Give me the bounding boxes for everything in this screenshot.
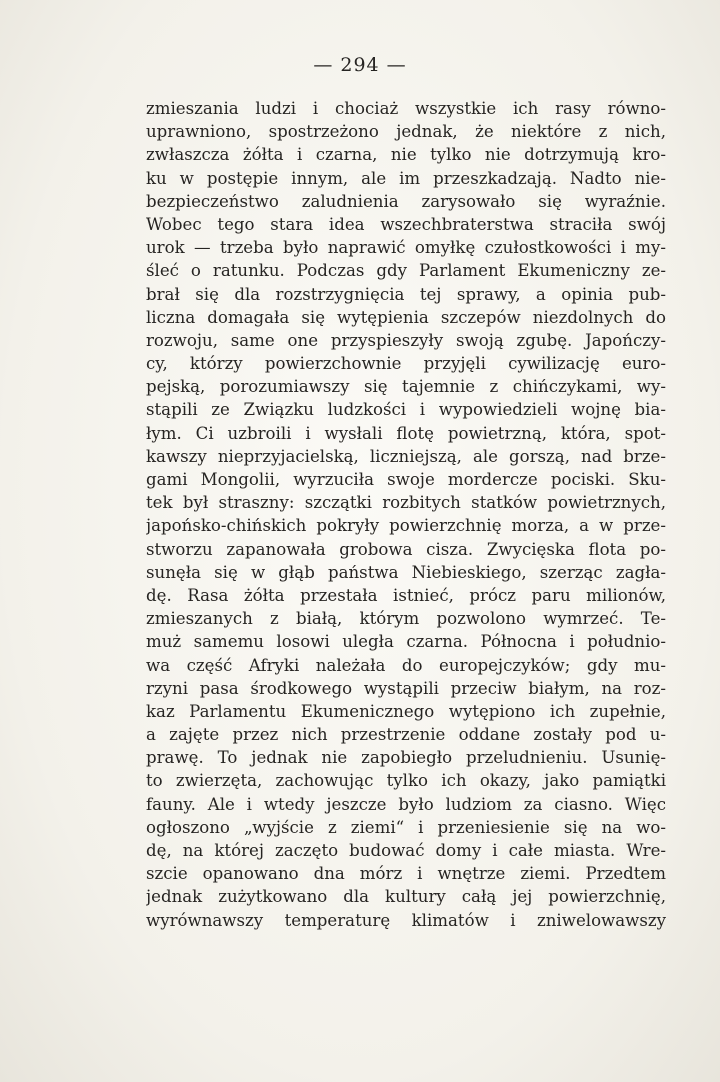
text-line: zwłaszcza żółta i czarna, nie tylko nie dotrzymują kro- xyxy=(146,145,666,165)
text-line: Wobec tego stara idea wszechbraterstwa straciła swój xyxy=(146,214,666,234)
text-line: pejską, porozumiawszy się tajemnie z chińczykami, wy- xyxy=(146,377,666,397)
text-line: kaz Parlamentu Ekumenicznego wytępiono ich zupełnie, xyxy=(146,701,666,721)
text-line: szcie opanowano dna mórz i wnętrze ziemi. Przedtem xyxy=(146,864,666,884)
text-line: jednak zużytkowano dla kultury całą jej powierzchnię, xyxy=(146,887,666,907)
text-line: kawszy nieprzyjacielską, liczniejszą, ale gorszą, nad brze- xyxy=(146,446,666,466)
page-number: — 294 — xyxy=(313,54,407,76)
text-line: dę. Rasa żółta przestała istnieć, prócz paru milionów, xyxy=(146,585,666,605)
text-line: zmieszanych z białą, którym pozwolono wymrzeć. Te- xyxy=(146,609,666,629)
text-line: tek był straszny: szczątki rozbitych statków powietrznych, xyxy=(146,493,666,513)
text-line: ku w postępie innym, ale im przeszkadzają. Nadto nie- xyxy=(146,168,666,188)
text-line: japońsko-chińskich pokryły powierzchnię morza, a w prze- xyxy=(146,516,666,536)
text-line: łym. Ci uzbroili i wysłali flotę powietrzną, która, spot- xyxy=(146,423,666,443)
text-line: to zwierzęta, zachowując tylko ich okazy, jako pamiątki xyxy=(146,771,666,791)
text-line: bezpieczeństwo zaludnienia zarysowało się wyraźnie. xyxy=(146,191,666,211)
text-line: a zajęte przez nich przestrzenie oddane zostały pod u- xyxy=(146,725,666,745)
text-line: śleć o ratunku. Podczas gdy Parlament Ekumeniczny ze- xyxy=(146,261,666,281)
body-text xyxy=(146,97,666,932)
text-line: wyrównawszy temperaturę klimatów i zniwelowawszy xyxy=(146,910,666,930)
text-line: rozwoju, same one przyspieszyły swoją zgubę. Japończy- xyxy=(146,330,666,350)
text-line: fauny. Ale i wtedy jeszcze było ludziom za ciasno. Więc xyxy=(146,794,666,814)
text-line: gami Mongolii, wyrzuciła swoje mordercze pociski. Sku- xyxy=(146,470,666,489)
text-line: cy, którzy powierzchownie przyjęli cywilizację euro- xyxy=(146,354,666,374)
text-line: rzyni pasa środkowego wystąpili przeciw białym, na roz- xyxy=(146,678,666,698)
text-line: zmieszania ludzi i chociaż wszystkie ich rasy równo- xyxy=(146,99,666,118)
text-line: prawę. To jednak nie zapobiegło przeludnieniu. Usunię- xyxy=(146,748,666,768)
text-line: urok — trzeba było naprawić omyłkę czułostkowości i my- xyxy=(146,238,666,258)
text-line: stąpili ze Związku ludzkości i wypowiedzieli wojnę bia- xyxy=(146,400,666,420)
text-line: muż samemu losowi uległa czarna. Północna i południo- xyxy=(146,632,666,652)
text-line: stworzu zapanowała grobowa cisza. Zwycięska flota po- xyxy=(146,539,666,559)
text-line: wa część Afryki należała do europejczyków; gdy mu- xyxy=(146,655,666,675)
text-line: sunęła się w głąb państwa Niebieskiego, szerząc zagła- xyxy=(146,562,666,582)
text-line: dę, na której zaczęto budować domy i całe miasta. Wre- xyxy=(146,841,666,860)
text-line: uprawniono, spostrzeżono jednak, że niektóre z nich, xyxy=(146,122,666,142)
text-line: liczna domagała się wytępienia szczepów niezdolnych do xyxy=(146,307,666,327)
text-line: brał się dla rozstrzygnięcia tej sprawy, a opinia pub- xyxy=(146,284,666,304)
text-line: ogłoszono „wyjście z ziemi“ i przeniesienie się na wo- xyxy=(146,817,666,837)
